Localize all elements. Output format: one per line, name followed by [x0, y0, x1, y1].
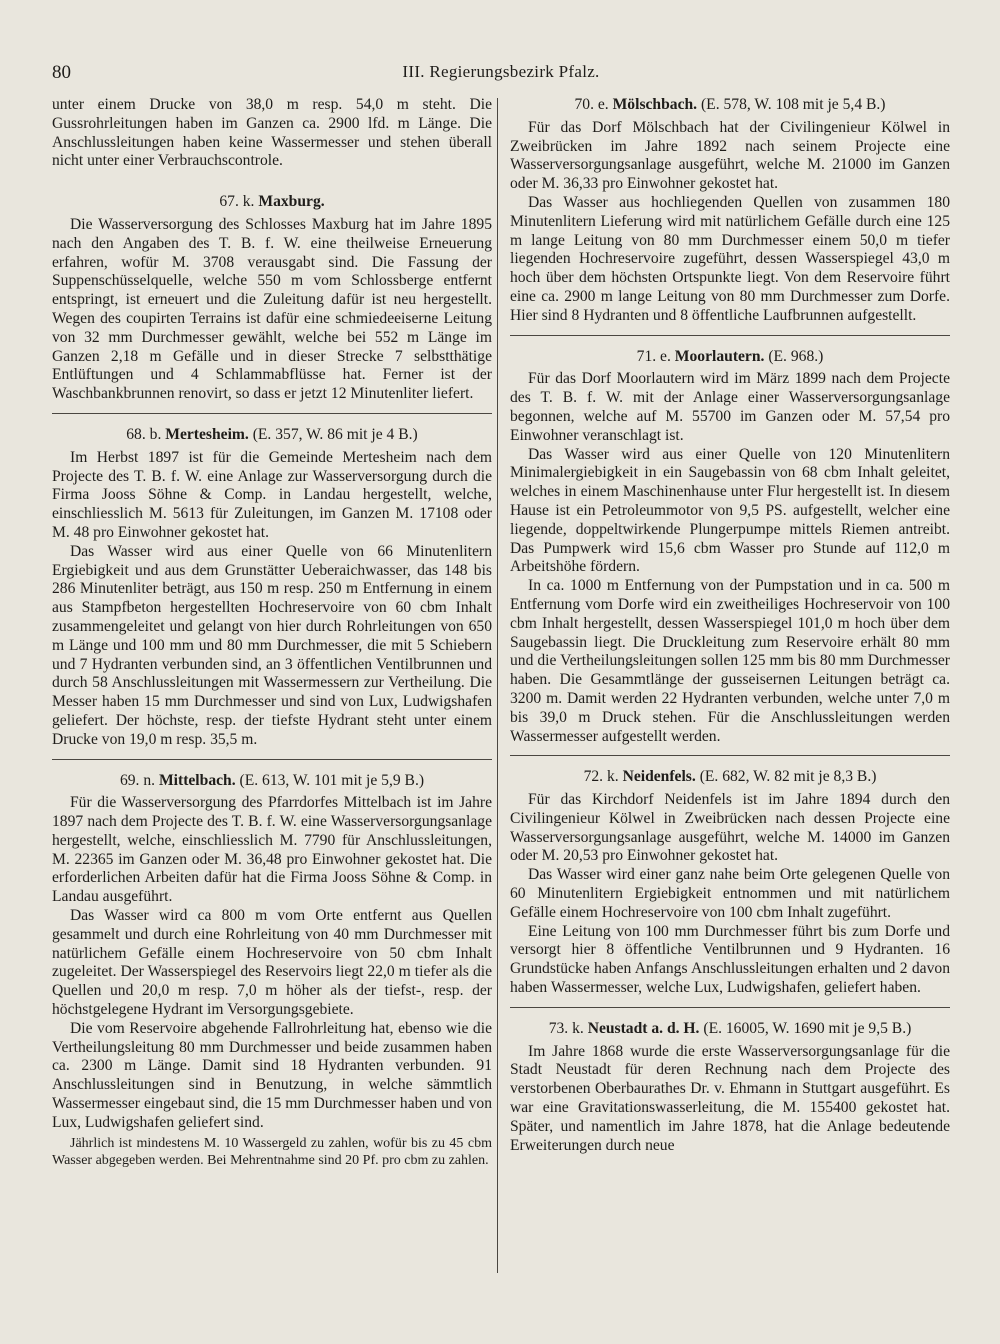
section-number: 69. n.: [119, 771, 156, 789]
section-71-paragraph-2: Das Wasser wird aus einer Quelle von 120 Minutenlitern Minimalergiebigkeit in ein Saugebassin von 68 cbm Inhalt geleitet, welches in einem Maschinenhause unter Flur hergestellt ist. In diesem Hause ist ein Petroleummotor von 9,5 PS. aufgestellt, welcher eine liegende, doppeltwirkende Plungerpumpe mittels Riemen antreibt. Das Pumpwerk wird 15,6 cbm Wasser pro Stunde auf 112,0 m Arbeitshöhe fördern.: [510, 445, 950, 576]
section-meta: (E. 682, W. 82 mit je 8,3 B.): [699, 768, 877, 786]
section-place-name: Maxburg.: [258, 193, 325, 211]
section-place-name: Mittelbach.: [158, 771, 236, 789]
continued-paragraph: unter einem Drucke von 38,0 m resp. 54,0 m steht. Die Gussrohrleitungen haben im Ganzen ca. 2900 lfd. m Länge. Die Anschlussleitungen haben keine Wassermesser und stehen überall nicht unter einer Verbrauchscontrole.: [52, 96, 492, 170]
section-number: 67. k.: [219, 193, 255, 211]
section-68-paragraph-2: Das Wasser wird aus einer Quelle von 66 Minutenlitern Ergiebigkeit und aus dem Grunstätter Ueberaichwasser, das 148 bis 286 Minutenliter beträgt, aus 150 m resp. 250 m Entfernung in einem aus Stampfbeton hergestellten Hochreservoire von 60 cbm Inhalt zusammengeleitet und gelangt von hier durch Rohrleitungen von 650 m Länge und 100 mm und 80 mm Durchmesser, die mit 5 Schiebern und 7 Hydranten verbunden sind, an 3 öffentlichen Ventilbrunnen und durch 58 Anschlussleitungen mit Wassermessern zur Vertheilung. Die Messer haben 15 mm Durchmesser und sind von Lux, Ludwigshafen geliefert. Der höchste, resp. der tiefste Hydrant steht unter einem Drucke von 19,0 m resp. 35,5 m.: [52, 542, 492, 748]
section-70-paragraph-2: Das Wasser aus hochliegenden Quellen von zusammen 180 Minutenlitern Lieferung wird mit natürlichem Gefälle durch eine 125 m lange Leitung von 80 mm Durchmesser einem 50,0 m tiefer liegenden Hochreservoire zugeführt, dessen Wasserspiegel 43,0 m hoch über dem höchsten Ortspunkte liegt. Von dem Reservoire führt eine ca. 2900 m lange Leitung von 80 mm Durchmesser zum Dorfe. Hier sind 8 Hydranten und 8 öffentliche Laufbrunnen aufgestellt.: [510, 193, 950, 324]
section-separator: [510, 335, 950, 336]
section-separator: [510, 1007, 950, 1008]
section-69-paragraph-2: Das Wasser wird ca 800 m vom Orte entfernt aus Quellen gesammelt und durch eine Rohrleitung von 40 mm Durchmesser mit natürlichem Gefälle einem Hochreservoire von 50 cbm Inhalt zugeleitet. Der Wasserspiegel des Reservoirs liegt 22,0 m tiefer als die Quellen und 20,0 m resp. 7,0 m höher als der tiefst-, resp. der höchstgelegene Hydrant im Versorgungsgebiete.: [52, 907, 492, 1019]
section-separator: [52, 413, 492, 414]
section-73-paragraph-1: Im Jahre 1868 wurde die erste Wasserversorgungsanlage für die Stadt Neustadt für deren Rechnung nach dem Projecte des verstorbenen Oberbaurathes Dr. v. Ehmann in Stuttgart ausgeführt. Es war eine Gravitationswasserleitung, die M. 155400 gekostet hat. Später, und namentlich im Jahre 1878, hat die Anlage bedeutende Erweiterungen durch neue: [510, 1042, 950, 1154]
section-71-paragraph-3: In ca. 1000 m Entfernung von der Pumpstation und in ca. 500 m Entfernung vom Dorfe wird ein zweitheiliges Hochreservoir von 100 cbm Inhalt hergestellt, dessen Wasserspiegel 101,0 m hoch über dem Saugebassin liegt. Die Druckleitung zum Reservoire erhält 80 mm und die Vertheilungsleitungen sollen 125 mm bis 80 mm Durchmesser haben. Die Gesammtlänge der gusseisernen Leitungen beträgt ca. 3200 m. Damit werden 22 Hydranten verbunden, welche unter 7,0 m bis 39,0 m Druck stehen. Für die Anschlussleitungen werden Wassermesser aufgestellt werden.: [510, 577, 950, 745]
section-heading-73: [510, 1020, 950, 1039]
section-number: 72. k.: [583, 768, 619, 786]
section-number: 68. b.: [126, 425, 162, 443]
page-header: [52, 62, 950, 88]
section-heading-68: [52, 426, 492, 445]
section-heading-69: [52, 772, 492, 791]
section-67-paragraph-1: Die Wasserversorgung des Schlosses Maxburg hat im Jahre 1895 nach den Angaben des T. B. f. W. eine theilweise Erneuerung erfahren, wofür M. 3708 verausgabt sind. Die Fassung der Suppenschüsselquelle, welche 550 m vom Schlossberge entfernt entspringt, ist erneuert und die Zuleitung dafür ist neu hergestellt. Wegen des coupirten Terrains ist dafür eine schmiedeeiserne Leitung von 32 mm Durchmesser gewählt, welche bei 552 m Länge im Ganzen 2,18 m Gefälle und in dieser Strecke 7 selbstthätige Entlüftungen und 4 Schlammabflüsse hat. Ferner ist der Waschbankbrunnen renovirt, so dass er jetzt 12 Minutenliter liefert.: [52, 215, 492, 403]
section-separator: [510, 755, 950, 756]
section-69-paragraph-1: Für die Wasserversorgung des Pfarrdorfes Mittelbach ist im Jahre 1897 nach dem Projecte des T. B. f. W. eine Wasserversorgungsanlage hergestellt, welche, einschliesslich M. 7790 für Anschlussleitungen, M. 22365 im Ganzen oder M. 36,48 pro Einwohner gekostet hat. Die erforderlichen Arbeiten dafür hat die Firma Jooss Söhne & Comp. in Landau ausgeführt.: [52, 794, 492, 906]
left-column: [52, 96, 492, 1169]
section-meta: (E. 578, W. 108 mit je 5,4 B.): [700, 96, 886, 113]
section-71-paragraph-1: Für das Dorf Moorlautern wird im März 1899 nach dem Projecte des T. B. f. W. mit der Anlage einer Wasserversorgungsanlage begonnen, welche auf M. 55700 im Ganzen oder M. 57,54 pro Einwohner veranschlagt ist.: [510, 370, 950, 444]
section-heading-70: [510, 96, 950, 115]
section-70-paragraph-1: Für das Dorf Mölschbach hat der Civilingenieur Kölwel in Zweibrücken im Jahre 1892 nach seinem Projecte eine Wasserversorgungsanlage ausgeführt, welche M. 21000 im Ganzen oder M. 36,33 pro Einwohner gekostet hat.: [510, 118, 950, 193]
section-meta: (E. 613, W. 101 mit je 5,9 B.): [239, 771, 425, 789]
section-number: 71. e.: [636, 347, 671, 365]
page-number: 80: [52, 62, 71, 83]
section-69-paragraph-3: Die vom Reservoire abgehende Fallrohrleitung hat, ebenso wie die Vertheilungsleitung 80 mm Durchmesser und beide zusammen haben ca. 2300 m Länge. Damit sind 18 Hydranten verbunden. 91 Anschlussleitungen sind in Benutzung, in welche sämmtlich Wassermesser eingebaut sind, die 15 mm Durchmesser haben und von Lux, Ludwigshafen geliefert sind.: [52, 1019, 492, 1131]
section-72-paragraph-3: Eine Leitung von 100 mm Durchmesser führt bis zum Dorfe und versorgt hier 8 öffentliche Ventilbrunnen und 9 Hydranten. 16 Grundstücke haben Anfangs Anschlussleitungen erhalten und 2 davon haben Wassermesser, welche Lux, Ludwigshafen, geliefert haben.: [510, 922, 950, 997]
section-separator: [52, 759, 492, 760]
section-72-paragraph-2: Das Wasser wird einer ganz nahe beim Orte gelegenen Quelle von 60 Minutenlitern Ergiebigkeit entnommen und mit natürlichem Gefälle einem Hochreservoire von 100 cbm Inhalt zugeführt.: [510, 866, 950, 921]
section-meta: (E. 357, W. 86 mit je 4 B.): [252, 425, 418, 443]
section-place-name: Mertesheim.: [165, 425, 249, 443]
section-68-paragraph-1: Im Herbst 1897 ist für die Gemeinde Mertesheim nach dem Projecte des T. B. f. W. eine Anlage zur Wasserversorgung durch die Firma Jooss Söhne & Comp. in Landau hergestellt, welche, einschliesslich M. 5613 für Zuleitungen, im Ganzen M. 17108 oder M. 48 pro Einwohner gekostet hat.: [52, 448, 492, 541]
running-title: III. Regierungsbezirk Pfalz.: [402, 62, 600, 81]
section-place-name: Neidenfels.: [622, 768, 696, 786]
right-column: [510, 96, 950, 1155]
section-place-name: Mölschbach.: [612, 96, 698, 113]
section-69-paragraph-4: Jährlich ist mindestens M. 10 Wassergeld zu zahlen, wofür bis zu 45 cbm Wasser abgegeben werden. Bei Mehrentnahme sind 20 Pf. pro cbm zu zahlen.: [52, 1135, 492, 1168]
section-place-name: Moorlautern.: [674, 347, 765, 365]
section-number: 73. k.: [548, 1019, 584, 1037]
section-meta: (E. 16005, W. 1690 mit je 9,5 B.): [703, 1019, 912, 1037]
section-heading-71: [510, 348, 950, 367]
column-divider: [497, 98, 498, 1273]
section-meta: (E. 968.): [768, 347, 824, 365]
section-72-paragraph-1: Für das Kirchdorf Neidenfels ist im Jahre 1894 durch den Civilingenieur Kölwel in Zweibrücken nach dessen Projecte eine Wasserversorgungsanlage ausgeführt, welche M. 14000 im Ganzen oder M. 20,53 pro Einwohner gekostet hat.: [510, 791, 950, 865]
section-number: 70. e.: [574, 96, 609, 113]
section-heading-72: [510, 768, 950, 787]
section-place-name: Neustadt a. d. H.: [587, 1019, 700, 1037]
section-heading-67: [52, 193, 492, 212]
